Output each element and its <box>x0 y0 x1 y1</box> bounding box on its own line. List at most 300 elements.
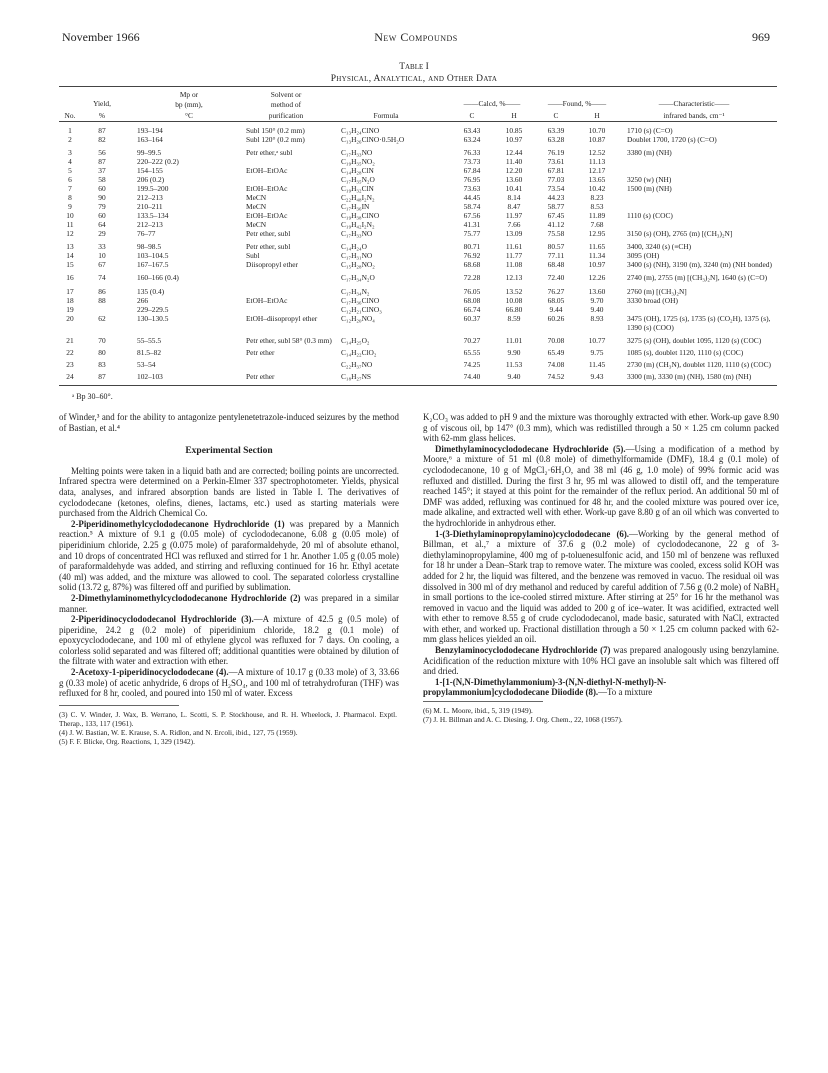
left-paragraph <box>59 593 399 614</box>
table-cell-fc: 60.26 <box>547 314 565 323</box>
table-cell-cc: 67.84 <box>463 166 481 175</box>
table-cell-ch: 10.41 <box>505 184 523 193</box>
table-cell-no: 16 <box>66 273 74 282</box>
table-cell-cc: 60.37 <box>463 314 481 323</box>
table-cell-ir: 3275 (s) (OH), doublet 1095, 1120 (s) (COC) <box>627 336 762 345</box>
table-cell-ch: 8.59 <box>507 314 521 323</box>
col-purification-header: purification <box>268 111 304 120</box>
table-cell-no: 3 <box>68 148 72 157</box>
table-cell-no: 20 <box>66 314 74 323</box>
table-cell-yield: 60 <box>98 211 106 220</box>
table-cell-yield: 58 <box>98 175 106 184</box>
found-h-header: H <box>594 111 600 120</box>
table-cell-ch: 11.40 <box>505 157 523 166</box>
table-cell-ch: 11.61 <box>505 242 523 251</box>
left-paragraph <box>59 466 399 519</box>
table-cell-fc: 74.08 <box>547 360 565 369</box>
table-cell-formula: C₁₇H₃₄N₂O <box>341 273 375 282</box>
table-cell-formula: C₁₉H₃₂ClN <box>341 184 374 193</box>
table-cell-yield: 87 <box>98 126 106 135</box>
table-cell-fh: 12.95 <box>588 229 606 238</box>
table-cell-cc: 63.43 <box>463 126 481 135</box>
section-title: Experimental Section <box>185 446 273 457</box>
table-row <box>59 193 777 202</box>
table-cell-solvent: MeCN <box>246 193 267 202</box>
table-cell-ch: 10.08 <box>505 296 523 305</box>
table-cell-cc: 67.56 <box>463 211 481 220</box>
table-cell-solvent: MeCN <box>246 220 267 229</box>
col-mp-header: Mp or <box>179 90 199 99</box>
table-cell-no: 24 <box>66 372 74 381</box>
table-cell-no: 12 <box>66 229 74 238</box>
table-cell-yield: 62 <box>98 314 106 323</box>
table-cell-mp: 212–213 <box>137 193 163 202</box>
table-cell-fh: 11.45 <box>588 360 606 369</box>
table-cell-fc: 75.58 <box>547 229 565 238</box>
running-header <box>62 30 770 46</box>
table-cell-cc: 76.33 <box>463 148 481 157</box>
table-row <box>59 157 777 166</box>
table-cell-solvent: EtOH–diisopropyl ether <box>246 314 318 323</box>
table-cell-mp: 160–166 (0.4) <box>137 273 179 282</box>
table-cell-ch: 8.14 <box>507 193 521 202</box>
table-cell-cc: 65.55 <box>463 348 481 357</box>
ir-header: infrared bands, cm⁻¹ <box>663 111 725 120</box>
right-paragraphs <box>423 412 779 698</box>
table-cell-ch: 10.85 <box>505 126 523 135</box>
found-header: ——Found, %—— <box>547 99 607 108</box>
right-paragraph <box>423 412 779 444</box>
table-cell-fc: 9.44 <box>549 305 563 314</box>
table-cell-ir: 2760 (m) [(CH₃)₂N] <box>627 287 687 296</box>
table-cell-fc: 74.52 <box>547 372 565 381</box>
table-cell-yield: 80 <box>98 348 106 357</box>
table-header <box>59 87 777 121</box>
paragraph-text: —A mixture of 10.17 g (0.33 mole) of 3, 33.66 g (0.33 mole) of acetic anhydride, 6 drops of H₂SO₄, and 100 ml of tetrahydrofuran (THF) was refluxed for 8 hr, cooled, and poured into 150 ml of water. Excess <box>59 667 400 699</box>
table-cell-mp: 210–211 <box>137 202 163 211</box>
table-cell-fc: 70.08 <box>547 336 565 345</box>
table-cell-cc: 75.77 <box>463 229 481 238</box>
table-cell-mp: 76–77 <box>137 229 156 238</box>
table-cell-yield: 87 <box>98 157 106 166</box>
table-cell-solvent: EtOH–EtOAc <box>246 184 288 193</box>
table-cell-ir: 3330 broad (OH) <box>627 296 678 305</box>
table-cell-cc: 68.68 <box>463 260 481 269</box>
table-cell-fh: 8.93 <box>590 314 604 323</box>
table-cell-ch: 7.66 <box>507 220 521 229</box>
table-cell-mp: 193–194 <box>137 126 163 135</box>
table-cell-no: 22 <box>66 348 74 357</box>
reference-item: (5) F. F. Blicke, Org. Reactions, 1, 329 (1942). <box>59 736 195 746</box>
paragraph-text: K₂CO₃ was added to pH 9 and the mixture was thoroughly extracted with ether. Work-up gave 8.90 g of viscous oil, bp 147° (0.3 mm), which was redistilled through a 50 × 1.25 cm column packed with 62-mm glass helices. <box>423 412 779 444</box>
table-cell-mp: 130–130.5 <box>137 314 169 323</box>
col-formula-header: Formula <box>373 111 399 120</box>
table-row <box>59 135 777 144</box>
table-cell-solvent: Petr ether <box>246 372 275 381</box>
table-cell-ch: 11.97 <box>505 211 523 220</box>
paragraph-text: —Working by the general method of Billman, et al.,⁷ a mixture of 37.6 g (0.2 mole) of cyclododecanone, 22 g of 3-diethylaminopropylamine, 400 mg of p-toluenesulfonic acid, and 150 ml of benzene was refluxed for 18 hr under a Dean–Stark trap to remove water. The mixture was cooled, excess solid KOH was added for 2 hr, the liquid was filtered, and the benzene was removed in vacuo. The residual oil was dissolved in 300 ml of dry methanol and reduced by careful addition of 7.56 g (0.2 mole) of NaBH₄ in small portions to the ice-cooled stirred mixture. After stirring at 25° for 16 hr the methanol was removed in vacuo and the liquid was added to 200 g of ice–water. It was acidified, extracted well with ether to remove 8.55 g of crude cyclododecanol, made basic, saturated with NaCl, extracted with ether, and worked up. Fractional distillation through a 50 × 1.25 cm column packed with 62-mm glass helices yielded an oil. <box>423 528 780 645</box>
table-cell-yield: 88 <box>98 296 106 305</box>
table-cell-ch: 11.53 <box>505 360 523 369</box>
table-cell-no: 10 <box>66 211 74 220</box>
table-cell-mp: 154–155 <box>137 166 163 175</box>
table-cell-fc: 67.45 <box>547 211 565 220</box>
table-cell-fh: 10.87 <box>588 135 606 144</box>
table-row <box>59 148 777 157</box>
table-cell-fh: 12.26 <box>588 273 606 282</box>
reference-item: (7) J. H. Billman and A. C. Diesing, J. Org. Chem., 22, 1068 (1957). <box>423 715 623 725</box>
table-cell-solvent: EtOH–EtOAc <box>246 211 288 220</box>
table-cell-formula: C₁₄H₂₄O <box>341 242 367 251</box>
table-cell-formula: C₁₉H₃₅NO₂ <box>341 157 375 166</box>
table-cell-ir: Doublet 1700, 1720 (s) (C=O) <box>627 135 717 144</box>
table-cell-formula: C₁₇H₃₆ClNO <box>341 296 380 305</box>
table-row <box>59 184 777 193</box>
table-cell-cc: 66.74 <box>463 305 481 314</box>
table-cell-mp: 266 <box>137 296 149 305</box>
table-row <box>59 336 777 345</box>
paragraph-text: —A mixture of 42.5 g (0.5 mole) of piperidine, 24.2 g (0.2 mole) of piperidinium chloride, 18.2 g (0.1 mole) of epoxycyclododecane, and 100 ml of ethylene glycol was refluxed for 7 days. On cooling, a colorless solid separated and was filtered off; additional quantities were obtained by dilution of the filtrate with water and extraction with ether. <box>59 614 399 667</box>
table-row <box>59 260 777 269</box>
table-body <box>59 122 777 385</box>
calcd-header: ——Calcd, %—— <box>463 99 521 108</box>
table-cell-solvent: Subl <box>246 251 260 260</box>
table-row <box>59 305 777 314</box>
table-cell-yield: 70 <box>98 336 106 345</box>
table-cell-no: 4 <box>68 157 72 166</box>
table-cell-fc: 72.40 <box>547 273 565 282</box>
table-cell-ir: 1500 (m) (NH) <box>627 184 672 193</box>
table-cell-mp: 102–103 <box>137 372 163 381</box>
table-cell-ir: 3400, 3240 (s) (≡CH) <box>627 242 692 251</box>
table-cell-ir: 3095 (OH) <box>627 251 660 260</box>
table-cell-yield: 87 <box>98 372 106 381</box>
page-number: 969 <box>752 30 770 44</box>
reference-item: (6) M. L. Moore, ibid., 5, 319 (1949). <box>423 706 533 716</box>
table-cell-ch: 8.47 <box>507 202 521 211</box>
table-cell-no: 5 <box>68 166 72 175</box>
table-cell-fh: 10.42 <box>588 184 606 193</box>
table-cell-solvent: Petr ether, subl 58° (0.3 mm) <box>246 336 332 345</box>
table-cell-no: 23 <box>66 360 74 369</box>
table-cell-solvent: Petr ether, subl <box>246 229 291 238</box>
compound-heading: 2-Piperidinomethylcyclododecanone Hydrochloride (1) <box>71 518 285 529</box>
table-cell-cc: 72.28 <box>463 273 481 282</box>
table-cell-yield: 56 <box>98 148 106 157</box>
table-cell-fh: 12.17 <box>588 166 606 175</box>
table-cell-no: 11 <box>66 220 74 229</box>
table-cell-fc: 44.23 <box>547 193 565 202</box>
compound-heading: 1-(3-Diethylaminopropylamino)cyclododecane (6). <box>435 528 630 539</box>
table-cell-fh: 11.34 <box>588 251 606 260</box>
table-cell-yield: 33 <box>98 242 106 251</box>
table-title: Table I <box>399 62 429 72</box>
table-cell-no: 13 <box>66 242 74 251</box>
left-paragraph <box>59 614 399 667</box>
table-cell-mp: 99–99.5 <box>137 148 162 157</box>
table-cell-mp: 229–229.5 <box>137 305 169 314</box>
compound-heading: Dimethylaminocyclododecane Hydrochloride (5). <box>435 443 626 454</box>
table-cell-cc: 41.31 <box>463 220 481 229</box>
table-cell-formula: C₁₃H₂₄ClNO <box>341 126 380 135</box>
calcd-c-header: C <box>469 111 475 120</box>
table-row <box>59 372 777 381</box>
table-cell-fc: 58.77 <box>547 202 565 211</box>
table-cell-cc: 76.92 <box>463 251 481 260</box>
paragraph-text: was prepared analogously using benzylamine. Acidification of the reduction mixture with 10% HCl gave an insoluble salt which was filtered off and dried. <box>423 645 779 677</box>
table-cell-fh: 13.65 <box>588 175 606 184</box>
col-no-header: No. <box>64 111 76 120</box>
table-cell-cc: 76.95 <box>463 175 481 184</box>
compound-heading: 2-Piperidinocyclododecanol Hydrochloride (3). <box>71 614 254 625</box>
table-cell-formula: C₁₇H₃₅N₂O <box>341 175 375 184</box>
table-cell-fc: 65.49 <box>547 348 565 357</box>
header-date: November 1966 <box>62 30 140 44</box>
table-cell-ch: 13.52 <box>505 287 523 296</box>
table-cell-ch: 11.08 <box>505 260 523 269</box>
table-cell-yield: 67 <box>98 260 106 269</box>
table-cell-fc: 73.61 <box>547 157 565 166</box>
table-cell-mp: 220–222 (0.2) <box>137 157 179 166</box>
table-row <box>59 296 777 305</box>
table-cell-fh: 12.52 <box>588 148 606 157</box>
table-cell-cc: 68.08 <box>463 296 481 305</box>
table-cell-ch: 11.77 <box>505 251 523 260</box>
table-cell-cc: 76.05 <box>463 287 481 296</box>
table-cell-yield: 64 <box>98 220 106 229</box>
table-cell-yield: 10 <box>98 251 106 260</box>
table-cell-formula: C₁₈H₂₇NS <box>341 372 372 381</box>
table-row <box>59 202 777 211</box>
table-cell-fh: 8.23 <box>590 193 604 202</box>
table-cell-yield: 90 <box>98 193 106 202</box>
intro-paragraph: of Winder,³ and for the ability to antagonize pentylenetetrazole-induced seizures by the method of Bastian, et al.⁴ <box>59 412 399 433</box>
table-cell-ch: 12.13 <box>505 273 523 282</box>
table-cell-cc: 44.45 <box>463 193 481 202</box>
table-cell-mp: 98–98.5 <box>137 242 162 251</box>
col-method-header: method of <box>270 100 302 109</box>
right-references <box>423 701 623 725</box>
table-footnote: ᵃ Bp 30–60°. <box>72 392 113 401</box>
table-cell-fc: 76.19 <box>547 148 565 157</box>
table-cell-ir: 3400 (s) (NH), 3190 (m), 3240 (m) (NH bonded) <box>627 260 772 269</box>
table-cell-fh: 9.70 <box>590 296 604 305</box>
right-paragraph <box>423 677 779 698</box>
table-cell-ir: 3250 (w) (NH) <box>627 175 672 184</box>
col-solvent-header: Solvent or <box>270 90 302 99</box>
reference-item: (4) J. W. Bastian, W. E. Krause, S. A. Ridlon, and N. Ercoli, ibid., 127, 75 (1959). <box>59 727 298 737</box>
table-cell-fc: 67.81 <box>547 166 565 175</box>
right-paragraph <box>423 645 779 677</box>
table-cell-yield: 86 <box>98 287 106 296</box>
table-row <box>59 166 777 175</box>
table-cell-cc: 70.27 <box>463 336 481 345</box>
reference-item: (3) C. V. Winder, J. Wax, B. Werrano, L. Scotti, S. P. Stockhouse, and R. H. Wheelock, J. Pharmacol. Exptl. Therap., 133, 117 (1961). <box>59 709 397 728</box>
table-subtitle: Physical, Analytical, and Other Data <box>330 74 498 84</box>
table-cell-ir: 3300 (m), 3330 (m) (NH), 1580 (m) (NH) <box>627 372 752 381</box>
table-cell-mp: 212–213 <box>137 220 163 229</box>
table-cell-formula: C₁₂H₂₀NO₄ <box>341 314 375 323</box>
table-cell-fc: 41.12 <box>547 220 565 229</box>
table-cell-formula: C₁₅H₂₈NO₂ <box>341 260 375 269</box>
table-cell-cc: 73.73 <box>463 157 481 166</box>
table-row <box>59 220 777 229</box>
table-cell-formula: C₁₇H₃₄N₂ <box>341 287 370 296</box>
table-cell-solvent: Subl 150° (0.2 mm) <box>246 126 305 135</box>
col-yield-header: Yield, <box>93 99 111 108</box>
paragraph-text: —To a mixture <box>598 687 653 698</box>
calcd-h-header: H <box>511 111 517 120</box>
table-cell-ch: 13.60 <box>505 175 523 184</box>
table-cell-fh: 9.40 <box>590 305 604 314</box>
table-cell-mp: 163–164 <box>137 135 163 144</box>
table-cell-solvent: EtOH–EtOAc <box>246 296 288 305</box>
table-cell-fh: 10.70 <box>588 126 606 135</box>
table-row <box>59 360 777 369</box>
table-cell-fh: 9.43 <box>590 372 604 381</box>
left-paragraph <box>59 667 399 699</box>
table-cell-fh: 10.97 <box>588 260 606 269</box>
table-cell-cc: 80.71 <box>463 242 481 251</box>
table-cell-formula: C₁₉H₄₂I₂N₂ <box>341 220 375 229</box>
table-cell-mp: 81.5–82 <box>137 348 162 357</box>
table-cell-no: 8 <box>68 193 72 202</box>
compound-heading: 1-[1-(N,N-Dimethylammonium)-3-(N,N-diethyl-N-methyl)-N-propylammonium]cyclododecane Diiodide (8). <box>423 676 667 698</box>
table-cell-fc: 73.54 <box>547 184 565 193</box>
table-cell-no: 6 <box>68 175 72 184</box>
table-cell-fc: 63.28 <box>547 135 565 144</box>
col-bp-header: bp (mm), <box>175 100 203 109</box>
table-cell-solvent: Petr ether, subl <box>246 242 291 251</box>
table-row <box>59 273 777 282</box>
table-cell-no: 19 <box>66 305 74 314</box>
table-cell-fh: 10.77 <box>588 336 606 345</box>
table-cell-ch: 12.44 <box>505 148 523 157</box>
table-cell-ir: 3475 (OH), 1725 (s), 1735 (s) (CO₂H), 1375 (s), 1390 (s) (COO) <box>627 314 771 332</box>
table-cell-fc: 68.05 <box>547 296 565 305</box>
right-paragraph <box>423 529 779 646</box>
table-cell-cc: 74.40 <box>463 372 481 381</box>
table-cell-ir: 3380 (m) (NH) <box>627 148 672 157</box>
table-cell-formula: C₁₇H₃₆IN <box>341 202 370 211</box>
col-yield-unit: % <box>98 111 106 120</box>
table-cell-ch: 10.97 <box>505 135 523 144</box>
table-cell-fh: 7.68 <box>590 220 604 229</box>
table-cell-formula: C₁₉H₃₈ClNO <box>341 211 380 220</box>
table-cell-solvent: EtOH–EtOAc <box>246 166 288 175</box>
table-cell-ir: 1085 (s), doublet 1120, 1110 (s) (COC) <box>627 348 744 357</box>
table-row <box>59 314 777 332</box>
left-column <box>59 412 399 746</box>
table-cell-fc: 77.03 <box>547 175 565 184</box>
table-cell-mp: 167–167.5 <box>137 260 169 269</box>
table-cell-fh: 13.60 <box>588 287 606 296</box>
table-cell-mp: 199.5–200 <box>137 184 169 193</box>
table-cell-no: 14 <box>66 251 74 260</box>
table-cell-yield: 29 <box>98 229 106 238</box>
table-cell-formula: C₂₂H₄₈I₂N₂ <box>341 193 375 202</box>
table-cell-yield: 83 <box>98 360 106 369</box>
table-cell-yield: 60 <box>98 184 106 193</box>
table-cell-formula: C₁₇H₃₁NO <box>341 251 373 260</box>
table-row <box>59 211 777 220</box>
table-cell-ch: 13.09 <box>505 229 523 238</box>
table-cell-ir: 2740 (m), 2755 (m) [(CH₃)₂N], 1640 (s) (C=O) <box>627 273 768 282</box>
table-cell-fc: 63.39 <box>547 126 565 135</box>
table-cell-ch: 12.20 <box>505 166 523 175</box>
table-cell-mp: 135 (0.4) <box>137 287 165 296</box>
table-bottom-rule <box>59 385 777 386</box>
table-row <box>59 229 777 238</box>
table-row <box>59 251 777 260</box>
table-cell-formula: C₁₄H₂₈ClN <box>341 166 374 175</box>
table-cell-no: 7 <box>68 184 72 193</box>
compound-heading: 2-Acetoxy-1-piperidinocyclododecane (4). <box>71 667 229 678</box>
table-cell-solvent: Petr ether <box>246 348 275 357</box>
table-row <box>59 348 777 357</box>
table-cell-no: 9 <box>68 202 72 211</box>
found-c-header: C <box>553 111 559 120</box>
col-temp-unit: °C <box>185 111 193 120</box>
table-cell-formula: C₁₇H₃₃NO <box>341 229 373 238</box>
table-cell-fc: 68.48 <box>547 260 565 269</box>
table-cell-no: 21 <box>66 336 74 345</box>
table-cell-fc: 77.11 <box>547 251 565 260</box>
left-references <box>59 705 397 746</box>
table-cell-mp: 103–104.5 <box>137 251 169 260</box>
data-table <box>59 86 777 386</box>
header-journal-section: New Compounds <box>374 30 458 44</box>
table-cell-fh: 8.53 <box>590 202 604 211</box>
table-cell-fh: 11.65 <box>588 242 606 251</box>
table-cell-formula: C₁₇H₃₃NO <box>341 148 373 157</box>
table-cell-ir: 2730 (m) (CH₃N), doublet 1120, 1110 (s) (COC) <box>627 360 772 369</box>
table-cell-ir: 1110 (s) (COC) <box>627 211 673 220</box>
right-paragraph <box>423 444 779 529</box>
table-row <box>59 287 777 296</box>
table-cell-fc: 80.57 <box>547 242 565 251</box>
table-cell-cc: 74.25 <box>463 360 481 369</box>
table-cell-ch: 66.80 <box>505 305 523 314</box>
table-cell-solvent: Diisopropyl ether <box>246 260 298 269</box>
paragraph-text: was prepared in a similar manner. <box>59 592 399 614</box>
table-cell-mp: 133.5–134 <box>137 211 169 220</box>
table-cell-yield: 37 <box>98 166 106 175</box>
table-cell-formula: C₁₄H₂₅O₂ <box>341 336 370 345</box>
left-paragraph <box>59 519 399 593</box>
compound-heading: Benzylaminocyclododecane Hydrochloride (7) <box>435 645 611 656</box>
paragraph-text: was prepared by a Mannich reaction.⁵ A mixture of 9.1 g (0.05 mole) of cyclododecanone, 6.08 g (0.05 mole) of piperidinium chloride, 2.25 g (0.075 mole) of paraformaldehyde, 20 ml of absolute ethanol, and 10 drops of concentrated HCl was refluxed and stirred for 1 hr. Another 1.05 g (0.05 mole) of paraformaldehyde was added, and stirring and refluxing continued for 16 hr. Ethyl acetate (40 ml) was added, and the mixture was allowed to cool. The separated colorless crystalline solid (13.72 g, 87%) was filtered off and purified by sublimation. <box>59 518 399 593</box>
table-cell-fh: 9.75 <box>590 348 604 357</box>
table-cell-formula: C₁₃H₂₆ClNO·0.5H₂O <box>341 135 405 144</box>
table-cell-no: 2 <box>68 135 72 144</box>
table-cell-cc: 58.74 <box>463 202 481 211</box>
table-row <box>59 126 777 135</box>
table-cell-mp: 53–54 <box>137 360 156 369</box>
paragraph-text: Melting points were taken in a liquid bath and are corrected; boiling points are uncorrected. Infrared spectra were determined on a Perkin-Elmer 337 spectrophotometer. Yields, physical data, analyses, and infrared absorption bands are listed in Table I. The derivatives of cyclododecane (ketones, olefins, dienes, lactams, etc.) used as starting materials were purchased from the Aldrich Chemical Co. <box>59 465 399 519</box>
compound-heading: 2-Dimethylaminomethylcyclododecanone Hydrochloride (2) <box>71 592 301 603</box>
table-cell-yield: 79 <box>98 202 106 211</box>
left-paragraphs <box>59 466 399 699</box>
table-cell-cc: 73.63 <box>463 184 481 193</box>
table-cell-formula: C₁₂H₂₁ClNO₃ <box>341 305 382 314</box>
right-column <box>423 412 779 724</box>
table-row <box>59 242 777 251</box>
table-cell-ch: 9.40 <box>507 372 521 381</box>
table-cell-yield: 74 <box>98 273 106 282</box>
table-cell-no: 15 <box>66 260 74 269</box>
table-cell-solvent: Subl 120° (0.2 mm) <box>246 135 305 144</box>
